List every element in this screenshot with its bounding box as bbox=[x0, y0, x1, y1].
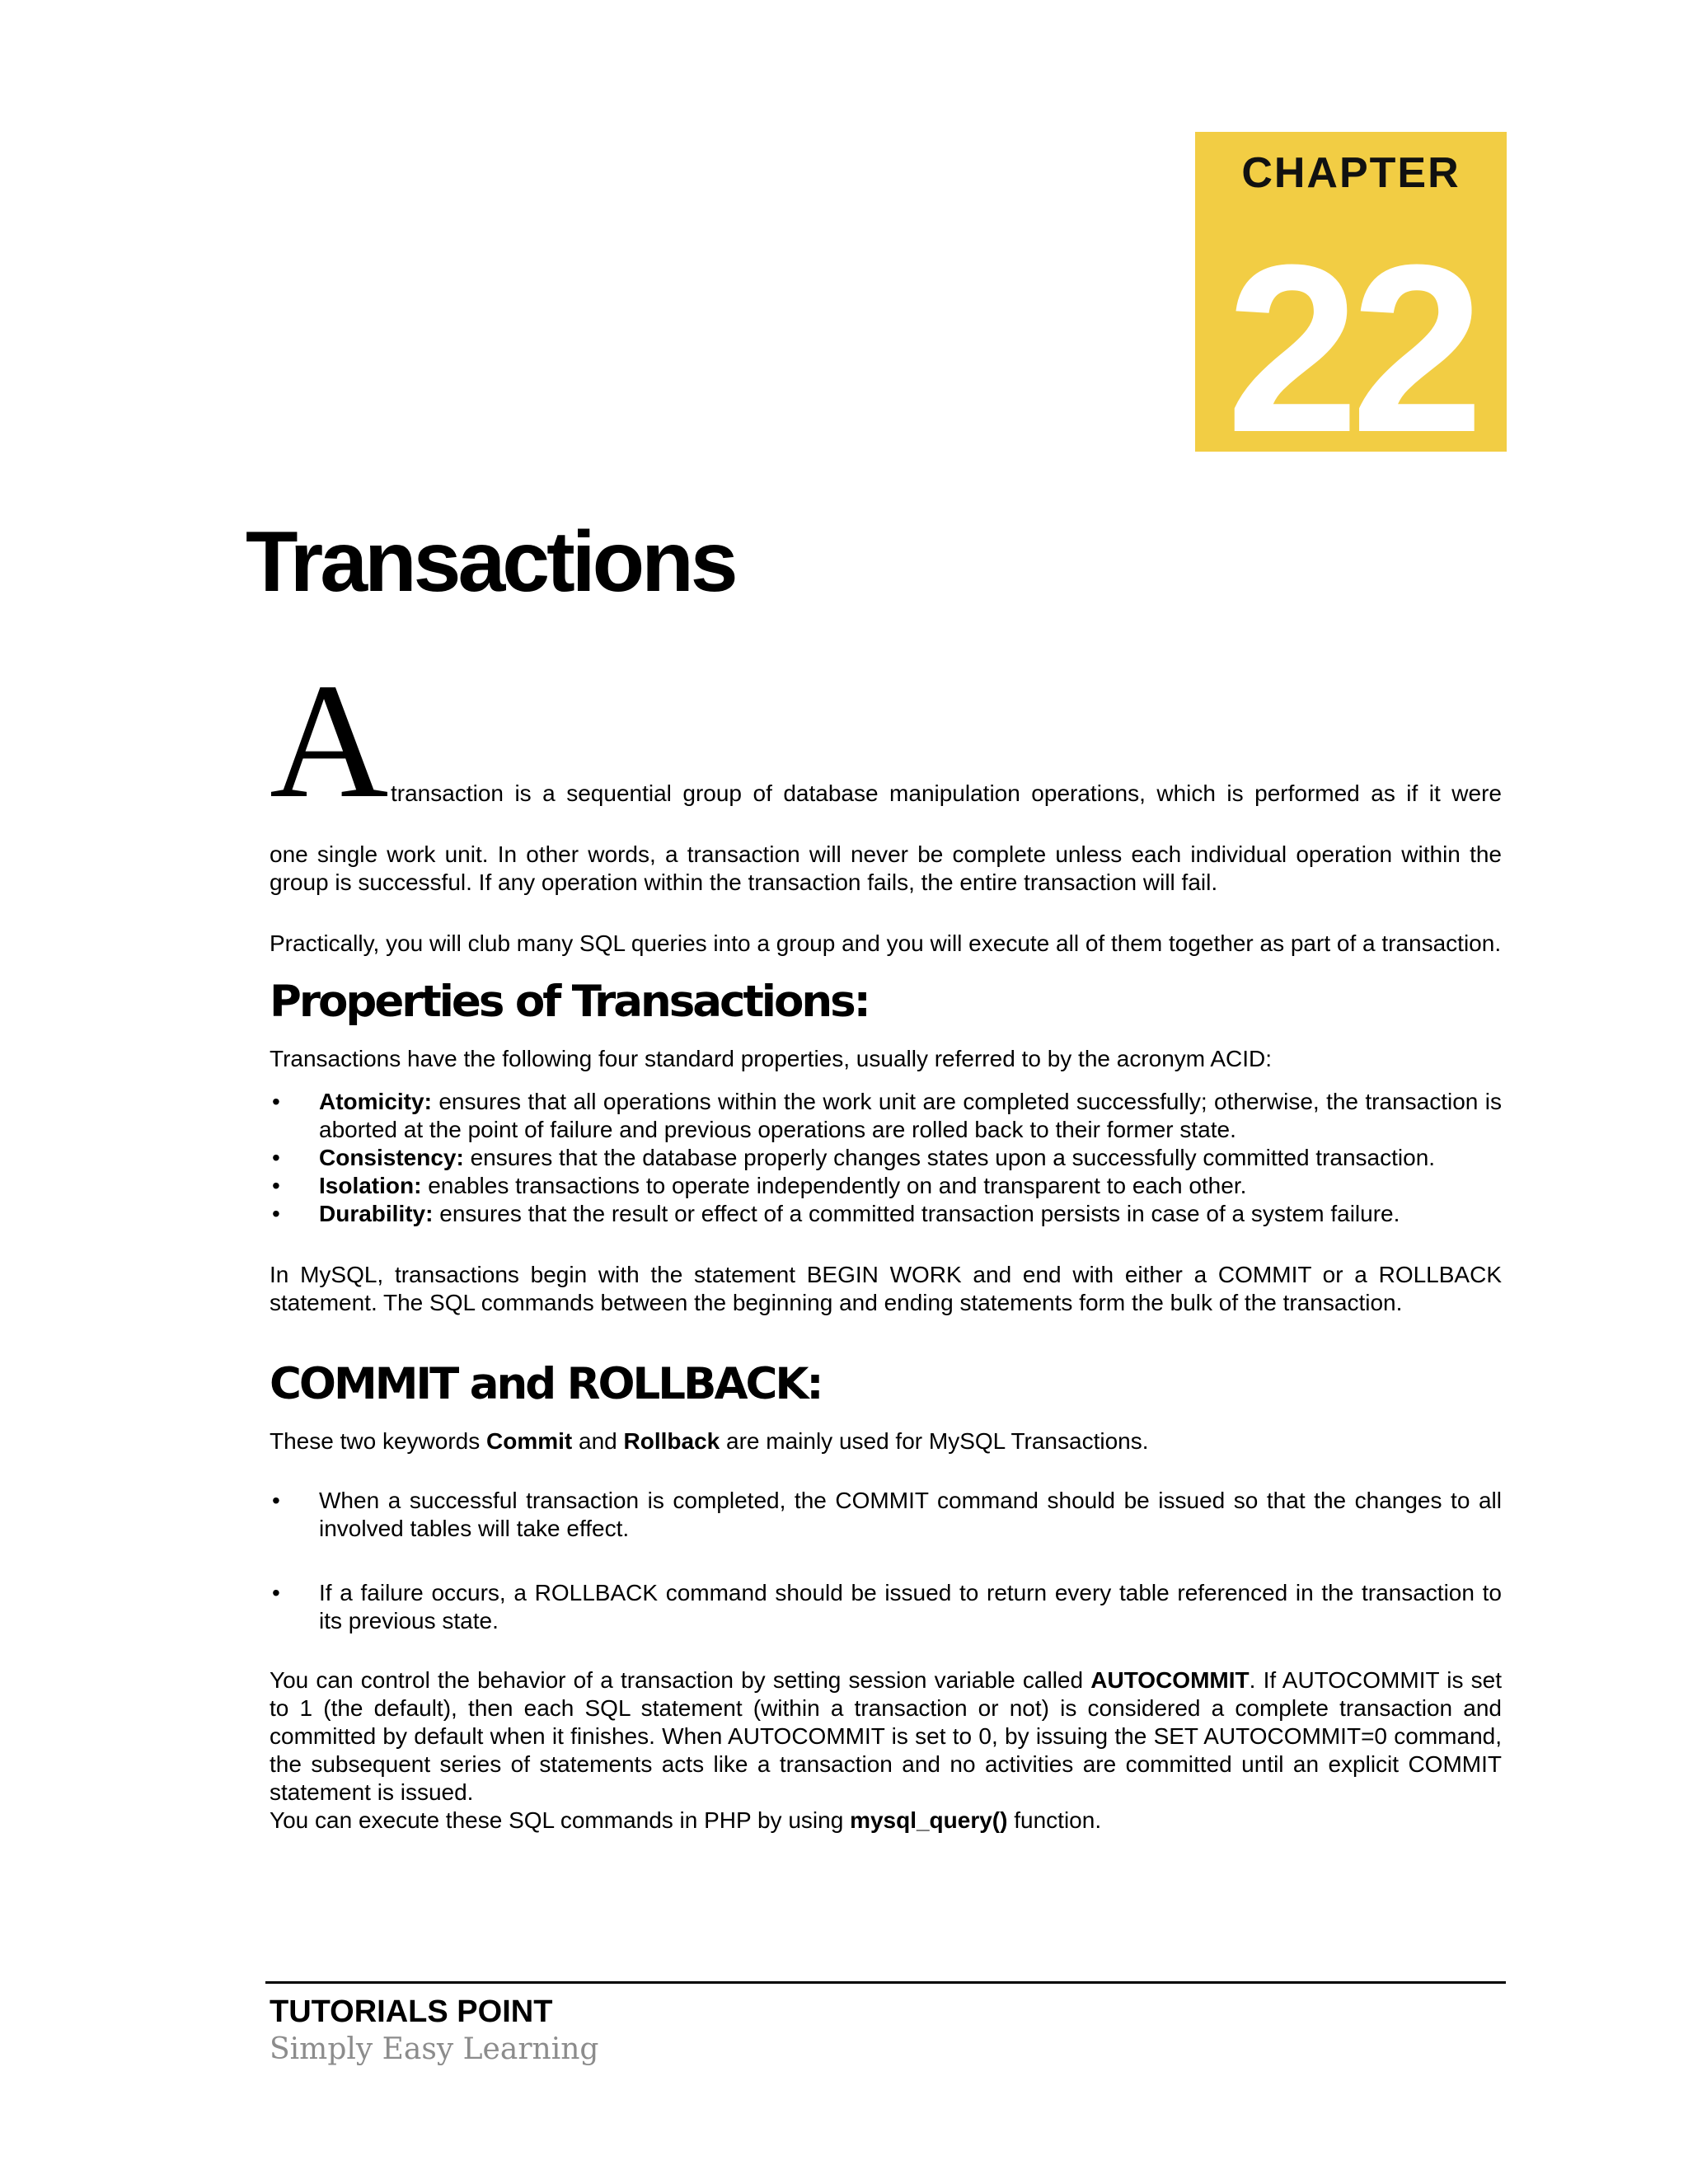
bullet-icon: • bbox=[272, 1580, 280, 1605]
chapter-label: CHAPTER bbox=[1241, 149, 1461, 197]
php-pre: You can execute these SQL commands in PHP by using bbox=[270, 1807, 844, 1833]
desc-atomicity: ensures that all operations within the work unit are completed successfully; otherwise, the transaction is aborted at the point of failure and previous operations are rolled back to their former state. bbox=[319, 1089, 1502, 1142]
list-item bbox=[270, 1579, 1502, 1635]
footer-divider bbox=[265, 1981, 1506, 1984]
autocommit-pre: You can control the behavior of a transaction by setting session variable called bbox=[270, 1667, 1084, 1693]
rollback-item-text: If a failure occurs, a ROLLBACK command should be issued to return every table referenced in the transaction to its previous state. bbox=[319, 1580, 1502, 1633]
keyword-rollback: Rollback bbox=[623, 1428, 720, 1454]
commit-lead-pre: These two keywords bbox=[270, 1428, 481, 1454]
bullet-icon: • bbox=[272, 1201, 280, 1226]
desc-consistency: ensures that the database properly changes states upon a successfully committed transaction. bbox=[470, 1145, 1436, 1170]
footer-brand: TUTORIALS POINT bbox=[270, 1994, 553, 2029]
autocommit-paragraph bbox=[270, 1666, 1502, 1807]
bullet-icon: • bbox=[272, 1488, 280, 1513]
list-item bbox=[270, 1088, 1502, 1144]
intro-paragraph-2: Practically, you will club many SQL queries into a group and you will execute all of them together as part of a transaction. bbox=[270, 930, 1502, 956]
drop-cap: A bbox=[270, 650, 389, 832]
list-item bbox=[270, 1200, 1502, 1228]
main-content bbox=[270, 650, 1503, 1835]
php-paragraph bbox=[270, 1807, 1502, 1835]
page-title: Transactions bbox=[246, 514, 735, 610]
commit-lead bbox=[270, 1427, 1502, 1455]
keyword-mysql-query: mysql_query() bbox=[850, 1807, 1008, 1833]
autocommit-post: . If AUTOCOMMIT is set to 1 (the default), then each SQL statement (within a transaction or not) is considered a complete transaction and committed by default when it finishes. When AUTOCOMMIT is set to 0, by issuing the SET AUTOCOMMIT=0 command, the subsequent series of statements acts like a transaction and no activities are committed until an explicit COMMIT statement is issued. bbox=[270, 1667, 1503, 1805]
list-item bbox=[270, 1144, 1502, 1172]
desc-durability: ensures that the result or effect of a committed transaction persists in case of a system failure. bbox=[439, 1201, 1400, 1226]
commit-lead-post: are mainly used for MySQL Transactions. bbox=[726, 1428, 1149, 1454]
acid-list bbox=[270, 1088, 1502, 1228]
intro-continuation: one single work unit. In other words, a transaction will never be complete unless each individual operation within the group is successful. If any operation within the transaction fails, the entire transaction will fail. bbox=[270, 841, 1502, 895]
footer-tagline: Simply Easy Learning bbox=[270, 2032, 599, 2066]
keyword-commit: Commit bbox=[486, 1428, 573, 1454]
properties-closing: In MySQL, transactions begin with the statement BEGIN WORK and end with either a COMMIT or a ROLLBACK statement. The SQL commands between the beginning and ending statements form the bulk of the transaction. bbox=[270, 1262, 1502, 1315]
intro-first-line: transaction is a sequential group of database manipulation operations, which is performed as if it were bbox=[391, 780, 1502, 806]
commit-lead-mid: and bbox=[579, 1428, 617, 1454]
properties-heading: Properties of Transactions: bbox=[270, 977, 869, 1027]
list-item bbox=[270, 1172, 1502, 1200]
commit-list bbox=[270, 1487, 1502, 1635]
commit-item-text: When a successful transaction is completed, the COMMIT command should be issued so that the changes to all involved tables will take effect. bbox=[319, 1488, 1502, 1541]
term-atomicity: Atomicity: bbox=[319, 1089, 432, 1114]
term-durability: Durability: bbox=[319, 1201, 434, 1226]
bullet-icon: • bbox=[272, 1145, 280, 1170]
chapter-badge bbox=[1195, 132, 1507, 482]
desc-isolation: enables transactions to operate independently on and transparent to each other. bbox=[428, 1173, 1247, 1198]
term-consistency: Consistency: bbox=[319, 1145, 464, 1170]
intro-paragraph bbox=[270, 650, 1502, 832]
bullet-icon: • bbox=[272, 1173, 280, 1198]
chapter-number: 22 bbox=[1226, 215, 1476, 482]
list-item bbox=[270, 1487, 1502, 1543]
keyword-autocommit: AUTOCOMMIT bbox=[1090, 1667, 1250, 1693]
term-isolation: Isolation: bbox=[319, 1173, 422, 1198]
properties-lead: Transactions have the following four standard properties, usually referred to by the acronym ACID: bbox=[270, 1046, 1273, 1071]
php-post: function. bbox=[1014, 1807, 1102, 1833]
commit-heading: COMMIT and ROLLBACK: bbox=[270, 1359, 822, 1409]
bullet-icon: • bbox=[272, 1089, 280, 1114]
